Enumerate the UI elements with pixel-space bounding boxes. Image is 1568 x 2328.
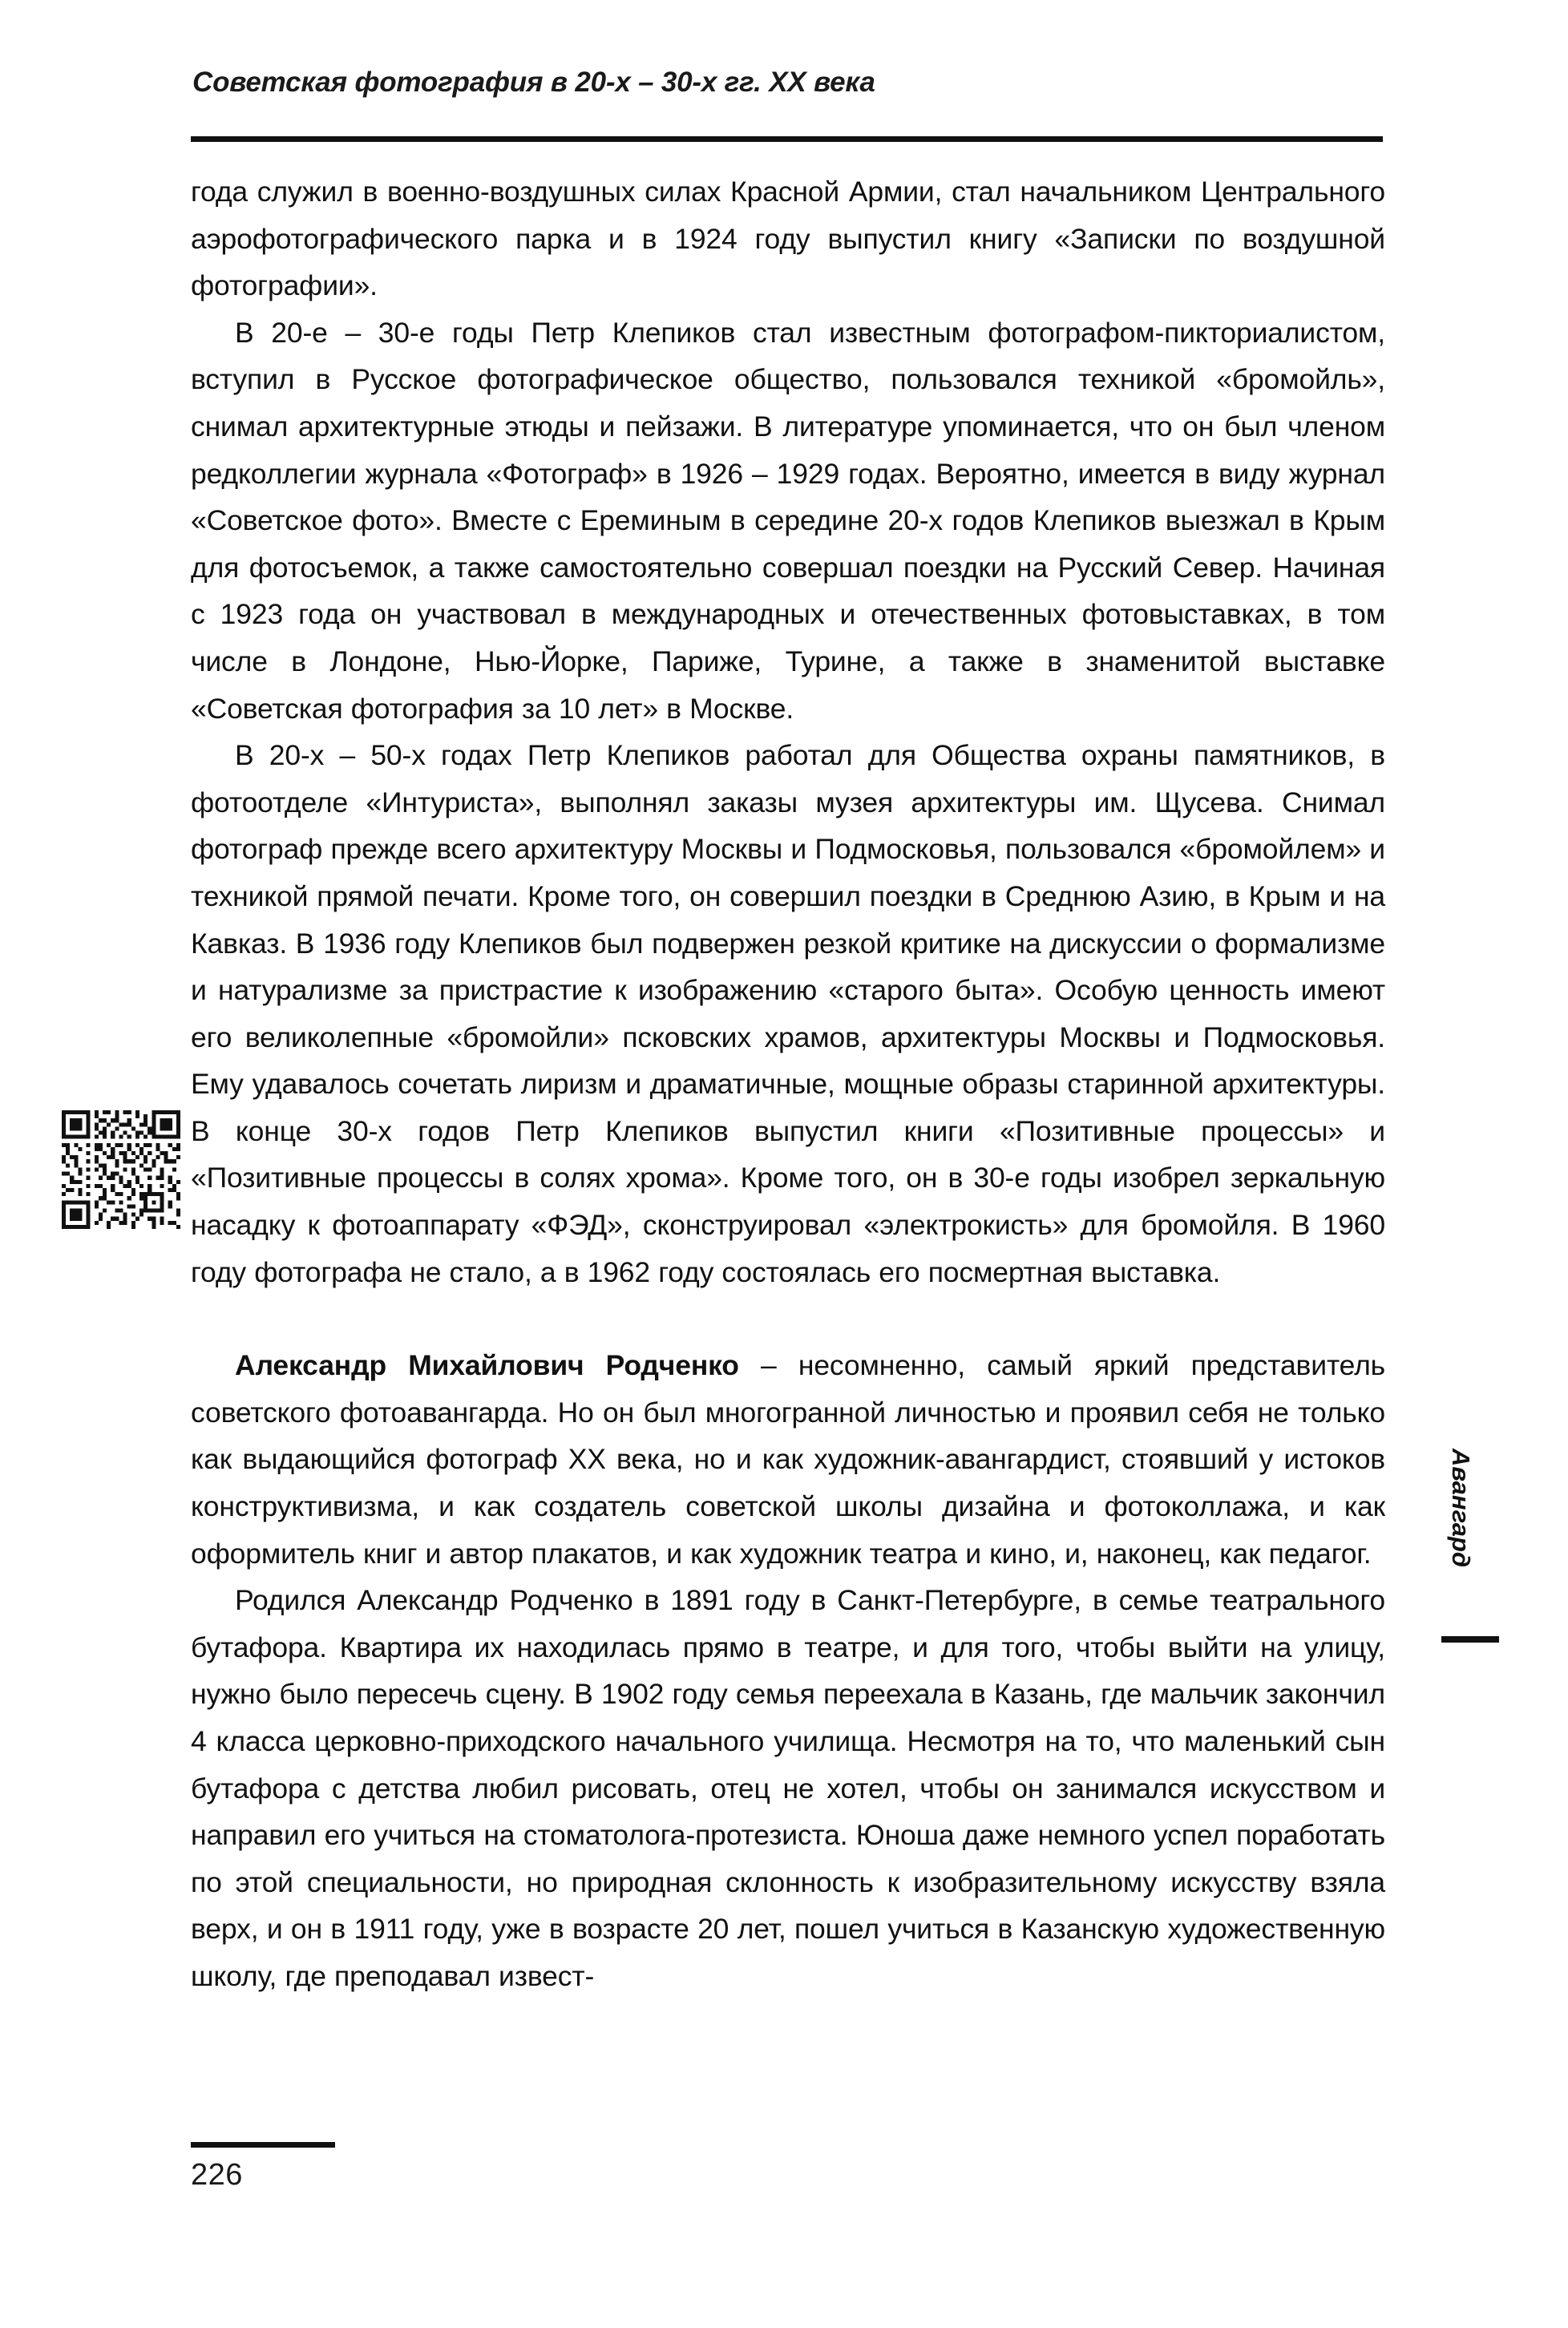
footer-rule [191, 2142, 335, 2148]
margin-section-tab-label: Авангард [1447, 1448, 1475, 1568]
person-name-rodchenko: Александр Михайлович Родченко [235, 1349, 739, 1382]
margin-section-tab [1435, 1407, 1483, 1647]
qr-code-icon [62, 1110, 180, 1229]
running-head: Советская фотография в 20-х – 30-х гг. XX века [192, 67, 875, 98]
margin-tab-rule [1441, 1636, 1499, 1643]
paragraph-klepikov-1920s: В 20-е – 30-е годы Петр Клепиков стал известным фотографом-пикториалистом, вступил в Русское фотографическое общество, пользовался техникой «бромойль», снимал архитектурные этюды и пейзажи. В литературе упоминается, что он был членом редколлегии журнала «Фотограф» в 1926 – 1929 годах. Вероятно, имеется в виду журнал «Советское фото». Вместе с Ереминым в середине 20-х годов Клепиков выезжал в Крым для фотосъемок, а также самостоятельно совершал поездки на Русский Север. Начиная с 1923 года он участвовал в международных и отечественных фотовыставках, в том числе в Лондоне, Нью-Йорке, Париже, Турине, а также в знаменитой выставке «Советская фотография за 10 лет» в Москве. [191, 316, 1385, 725]
paragraph-continuation: года служил в военно-воздушных силах Красной Армии, стал начальником Центрального аэрофотографического парка и в 1924 году выпустил книгу «Записки по воздушной фотографии». [191, 176, 1385, 302]
page-number: 226 [191, 2158, 243, 2192]
header-rule [191, 136, 1383, 142]
paragraph-rodchenko-intro-text: – несомненно, самый яркий представитель советского фотоавангарда. Но он был многогранной личностью и проявил себя не только как выдающийся фотограф XX века, но и как художник-авангардист, стоявший у истоков конструктивизма, и как создатель советской школы дизайна и фотоколлажа, и как оформитель книг и автор плакатов, и как художник театра и кино, и, наконец, как педагог. [191, 1349, 1385, 1570]
paragraph-klepikov-1950s: В 20-х – 50-х годах Петр Клепиков работал для Общества охраны памятников, в фотоотделе «Интуриста», выполнял заказы музея архитектуры им. Щусева. Снимал фотограф прежде всего архитектуру Москвы и Подмосковья, пользовался «бромойлем» и техникой прямой печати. Кроме того, он совершил поездки в Среднюю Азию, в Крым и на Кавказ. В 1936 году Клепиков был подвержен резкой критике на дискуссии о формализме и натурализме за пристрастие к изображению «старого быта». Особую ценность имеют его великолепные «бромойли» псковских храмов, архитектуры Москвы и Подмосковья. Ему удавалось сочетать лиризм и драматичные, мощные образы старинной архитектуры. В конце 30-х годов Петр Клепиков выпустил книги «Позитивные процессы» и «Позитивные процессы в солях хрома». Кроме того, он в 30-е годы изобрел зеркальную насадку к фотоаппарату «ФЭД», сконструировал «электрокисть» для бромойля. В 1960 году фотографа не стало, а в 1962 году состоялась его посмертная выставка. [191, 739, 1385, 1288]
paragraph-rodchenko-intro [191, 1342, 1385, 1577]
text-column [191, 168, 1385, 2000]
paragraph-rodchenko-biography: Родился Александр Родченко в 1891 году в Санкт-Петербурге, в семье театрального бутафора. Квартира их находилась прямо в театре, и для того, чтобы выйти на улицу, нужно было пересечь сцену. В 1902 году семья переехала в Казань, где мальчик закончил 4 класса церковно-приходского начального училища. Несмотря на то, что маленький сын бутафора с детства любил рисовать, отец не хотел, чтобы он занимался искусством и направил его учиться на стоматолога-протезиста. Юноша даже немного успел поработать по этой специальности, но природная склонность к изобразительному искусству взяла верх, и он в 1911 году, уже в возрасте 20 лет, пошел учиться в Казанскую художественную школу, где преподавал извест- [191, 1584, 1385, 1992]
